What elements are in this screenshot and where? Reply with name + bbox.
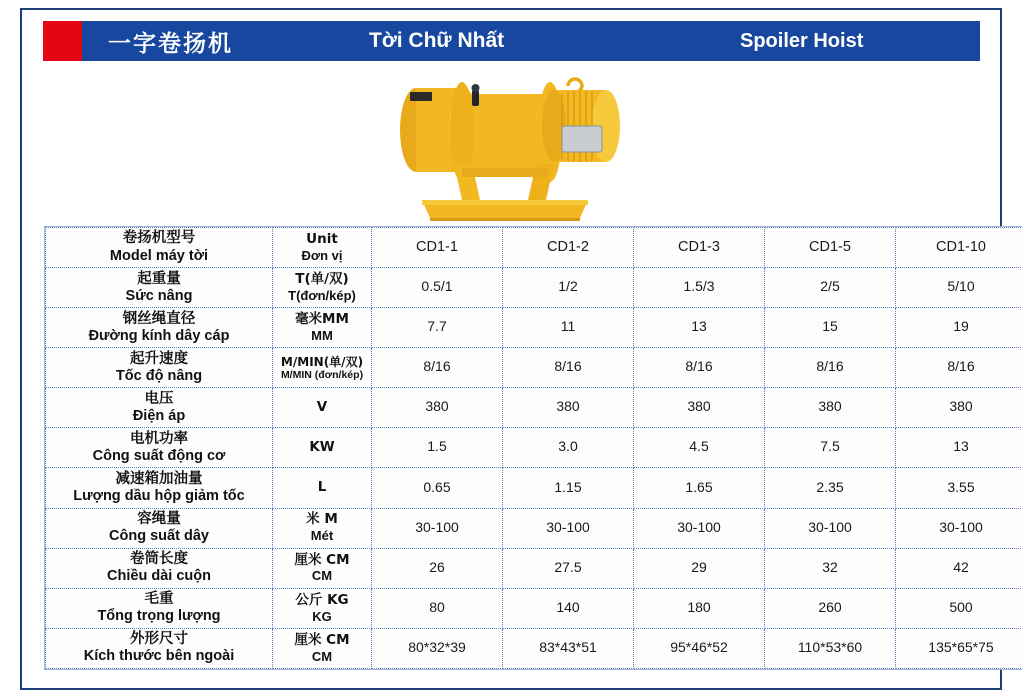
cell-value: 380 — [949, 398, 973, 415]
row-unit-zh: T(单/双) — [295, 270, 349, 287]
table-row — [46, 428, 1022, 468]
row-label-zh: 电机功率 — [130, 430, 188, 447]
row-unit — [273, 268, 372, 308]
cell-value: 80 — [429, 598, 445, 615]
row-label-zh: 容绳量 — [137, 510, 181, 527]
row-unit — [273, 588, 372, 628]
row-label — [46, 388, 273, 428]
model-name: CD1-3 — [678, 239, 720, 256]
table-cell — [372, 268, 503, 308]
row-label-vi: Công suất dây — [109, 528, 209, 545]
row-unit-vi: T(đơn/kép) — [288, 287, 356, 303]
table-cell — [372, 348, 503, 388]
table-cell — [765, 508, 896, 548]
row-label-vi: Sức nâng — [125, 287, 193, 304]
table-cell — [896, 588, 1022, 628]
table-cell — [765, 428, 896, 468]
table-cell — [896, 548, 1022, 588]
cell-value: 8/16 — [423, 358, 451, 375]
table-cell — [503, 348, 634, 388]
table-cell — [765, 548, 896, 588]
cell-value: 380 — [687, 398, 711, 415]
table-row — [46, 348, 1022, 388]
table-cell — [896, 308, 1022, 348]
row-label — [46, 348, 273, 388]
cell-value: 42 — [953, 558, 969, 575]
table-cell — [765, 268, 896, 308]
table-cell — [765, 628, 896, 668]
cell-value: 5/10 — [947, 278, 975, 295]
table-cell — [634, 268, 765, 308]
row-label-zh: 毛重 — [144, 591, 174, 608]
cell-value: 380 — [425, 398, 449, 415]
cell-value: 7.5 — [820, 438, 840, 455]
table-row — [46, 468, 1022, 508]
cell-value: 2.35 — [816, 478, 844, 495]
header-unit-en: Unit — [306, 230, 338, 247]
header-cell-model-cd1-10 — [896, 228, 1022, 268]
header-title-chinese: 一字卷扬机 — [108, 30, 233, 57]
header-title-english: Spoiler Hoist — [740, 29, 864, 52]
header-unit-vi: Đơn vị — [301, 247, 343, 263]
table-cell — [896, 428, 1022, 468]
row-label-vi: Đường kính dây cáp — [88, 327, 230, 344]
cell-value: 15 — [822, 318, 838, 335]
cell-value: 2/5 — [820, 278, 840, 295]
table-cell — [503, 588, 634, 628]
table-cell — [503, 388, 634, 428]
cell-value: 110*53*60 — [797, 638, 863, 655]
table-cell — [765, 308, 896, 348]
cell-value: 11 — [560, 318, 576, 335]
row-label-zh: 钢丝绳直径 — [122, 310, 196, 327]
cell-value: 3.55 — [947, 478, 975, 495]
cell-value: 1.5 — [427, 438, 447, 455]
row-unit — [273, 548, 372, 588]
row-unit-vi: CM — [311, 568, 333, 584]
model-name: CD1-2 — [547, 239, 589, 256]
row-label — [46, 628, 273, 668]
header-model-zh: 卷扬机型号 — [122, 230, 196, 247]
model-name: CD1-1 — [416, 239, 458, 256]
row-label — [46, 308, 273, 348]
cell-value: 0.5/1 — [421, 278, 453, 295]
table-cell — [503, 268, 634, 308]
cell-value: 19 — [953, 318, 969, 335]
cell-value: 7.7 — [427, 318, 447, 335]
table-cell — [634, 308, 765, 348]
cell-value: 180 — [687, 598, 711, 615]
table-cell — [503, 548, 634, 588]
cell-value: 500 — [949, 598, 973, 615]
row-unit — [273, 388, 372, 428]
specification-table — [45, 227, 1022, 669]
table-cell — [896, 348, 1022, 388]
row-label-vi: Công suất động cơ — [92, 447, 226, 464]
cell-value: 4.5 — [689, 438, 709, 455]
table-cell — [372, 628, 503, 668]
table-cell — [896, 628, 1022, 668]
cell-value: 32 — [822, 558, 838, 575]
cell-value: 3.0 — [558, 438, 578, 455]
cell-value: 8/16 — [947, 358, 975, 375]
table-cell — [634, 468, 765, 508]
row-label — [46, 468, 273, 508]
row-unit-zh: KW — [309, 438, 335, 455]
table-cell — [634, 588, 765, 628]
cell-value: 1.15 — [554, 478, 582, 495]
table-cell — [896, 508, 1022, 548]
header-cell-model-cd1-5 — [765, 228, 896, 268]
table-cell — [765, 388, 896, 428]
model-name: CD1-10 — [936, 239, 986, 256]
table-cell — [765, 468, 896, 508]
table-cell — [634, 508, 765, 548]
cell-value: 30-100 — [939, 518, 983, 535]
table-cell — [372, 388, 503, 428]
header-title-vietnamese: Tời Chữ Nhất — [369, 29, 505, 52]
table-cell — [896, 388, 1022, 428]
row-label-vi: Chiều dài cuộn — [107, 568, 211, 585]
cell-value: 29 — [691, 558, 707, 575]
table-row — [46, 308, 1022, 348]
cell-value: 260 — [818, 598, 842, 615]
table-cell — [503, 308, 634, 348]
cell-value: 1.5/3 — [683, 278, 715, 295]
cell-value: 8/16 — [685, 358, 713, 375]
table-cell — [765, 348, 896, 388]
cell-value: 83*43*51 — [539, 638, 597, 655]
row-unit — [273, 468, 372, 508]
row-unit-zh: 公斤 KG — [295, 591, 349, 608]
table-cell — [372, 508, 503, 548]
table-row — [46, 628, 1022, 668]
row-label-vi: Tổng trọng lượng — [97, 608, 221, 625]
table-row — [46, 588, 1022, 628]
table-cell — [372, 588, 503, 628]
cell-value: 30-100 — [415, 518, 459, 535]
table-header-row — [46, 228, 1022, 268]
header-cell-model-cd1-1 — [372, 228, 503, 268]
cell-value: 80*32*39 — [408, 638, 466, 655]
cell-value: 380 — [556, 398, 580, 415]
row-label — [46, 588, 273, 628]
table-cell — [372, 548, 503, 588]
cell-value: 26 — [429, 558, 445, 575]
row-label — [46, 268, 273, 308]
table-row — [46, 268, 1022, 308]
row-unit-zh: M/MIN(单/双) — [280, 354, 364, 369]
row-unit — [273, 348, 372, 388]
row-unit-vi: Mét — [310, 528, 334, 544]
cell-value: 0.65 — [423, 478, 451, 495]
table-cell — [372, 428, 503, 468]
table-cell — [896, 268, 1022, 308]
table-cell — [372, 308, 503, 348]
header-cell-model-cd1-3 — [634, 228, 765, 268]
specification-table-container — [45, 227, 994, 669]
cell-value: 13 — [691, 318, 707, 335]
header-cell-unit — [273, 228, 372, 268]
cell-value: 8/16 — [816, 358, 844, 375]
table-cell — [634, 348, 765, 388]
row-label-zh: 减速箱加油量 — [115, 470, 203, 487]
row-unit-zh: 厘米 CM — [294, 631, 350, 648]
cell-value: 135*65*75 — [928, 638, 994, 655]
header-title-bar — [82, 21, 980, 61]
row-label-zh: 电压 — [144, 390, 174, 407]
row-label — [46, 508, 273, 548]
cell-value: 95*46*52 — [670, 638, 728, 655]
row-unit-vi: MM — [311, 327, 333, 343]
row-unit-zh: 毫米MM — [295, 311, 349, 328]
row-unit-zh: 厘米 CM — [294, 551, 350, 568]
row-unit-zh: L — [317, 479, 327, 496]
cell-value: 1/2 — [558, 278, 578, 295]
table-cell — [634, 548, 765, 588]
page-header — [43, 21, 980, 61]
cell-value: 380 — [818, 398, 842, 415]
electric-winch-hoist-image — [376, 68, 626, 223]
cell-value: 1.65 — [685, 478, 713, 495]
cell-value: 30-100 — [546, 518, 590, 535]
cell-value: 30-100 — [677, 518, 721, 535]
table-cell — [372, 468, 503, 508]
row-unit-zh: 米 M — [306, 511, 338, 528]
row-unit — [273, 508, 372, 548]
table-cell — [503, 508, 634, 548]
table-cell — [765, 588, 896, 628]
row-unit-zh: V — [316, 398, 328, 415]
table-cell — [634, 428, 765, 468]
row-label-vi: Tốc độ nâng — [115, 367, 203, 384]
table-cell — [896, 468, 1022, 508]
table-cell — [634, 388, 765, 428]
header-model-vi: Model máy tời — [109, 247, 209, 264]
row-label-vi: Kích thước bên ngoài — [83, 648, 235, 665]
table-cell — [503, 468, 634, 508]
header-cell-model — [46, 228, 273, 268]
cell-value: 13 — [953, 438, 969, 455]
table-cell — [503, 428, 634, 468]
row-unit — [273, 628, 372, 668]
header-cell-model-cd1-2 — [503, 228, 634, 268]
model-name: CD1-5 — [809, 239, 851, 256]
row-label — [46, 428, 273, 468]
table-cell — [634, 628, 765, 668]
row-label — [46, 548, 273, 588]
cell-value: 30-100 — [808, 518, 852, 535]
table-row — [46, 548, 1022, 588]
row-label-vi: Điện áp — [132, 407, 186, 424]
cell-value: 8/16 — [554, 358, 582, 375]
row-label-zh: 卷筒长度 — [130, 551, 188, 568]
row-label-vi: Lượng dầu hộp giảm tốc — [73, 488, 245, 504]
row-label-zh: 起重量 — [137, 270, 181, 287]
table-row — [46, 508, 1022, 548]
table-cell — [503, 628, 634, 668]
cell-value: 140 — [556, 598, 580, 615]
row-label-zh: 起升速度 — [130, 350, 188, 367]
row-unit-vi: KG — [312, 608, 332, 624]
row-unit — [273, 428, 372, 468]
row-unit-vi: M/MIN (đơn/kép) — [280, 368, 364, 381]
row-label-zh: 外形尺寸 — [130, 631, 188, 648]
row-unit-vi: CM — [311, 648, 333, 664]
header-accent-block — [43, 21, 82, 61]
cell-value: 27.5 — [554, 558, 582, 575]
table-row — [46, 388, 1022, 428]
row-unit — [273, 308, 372, 348]
